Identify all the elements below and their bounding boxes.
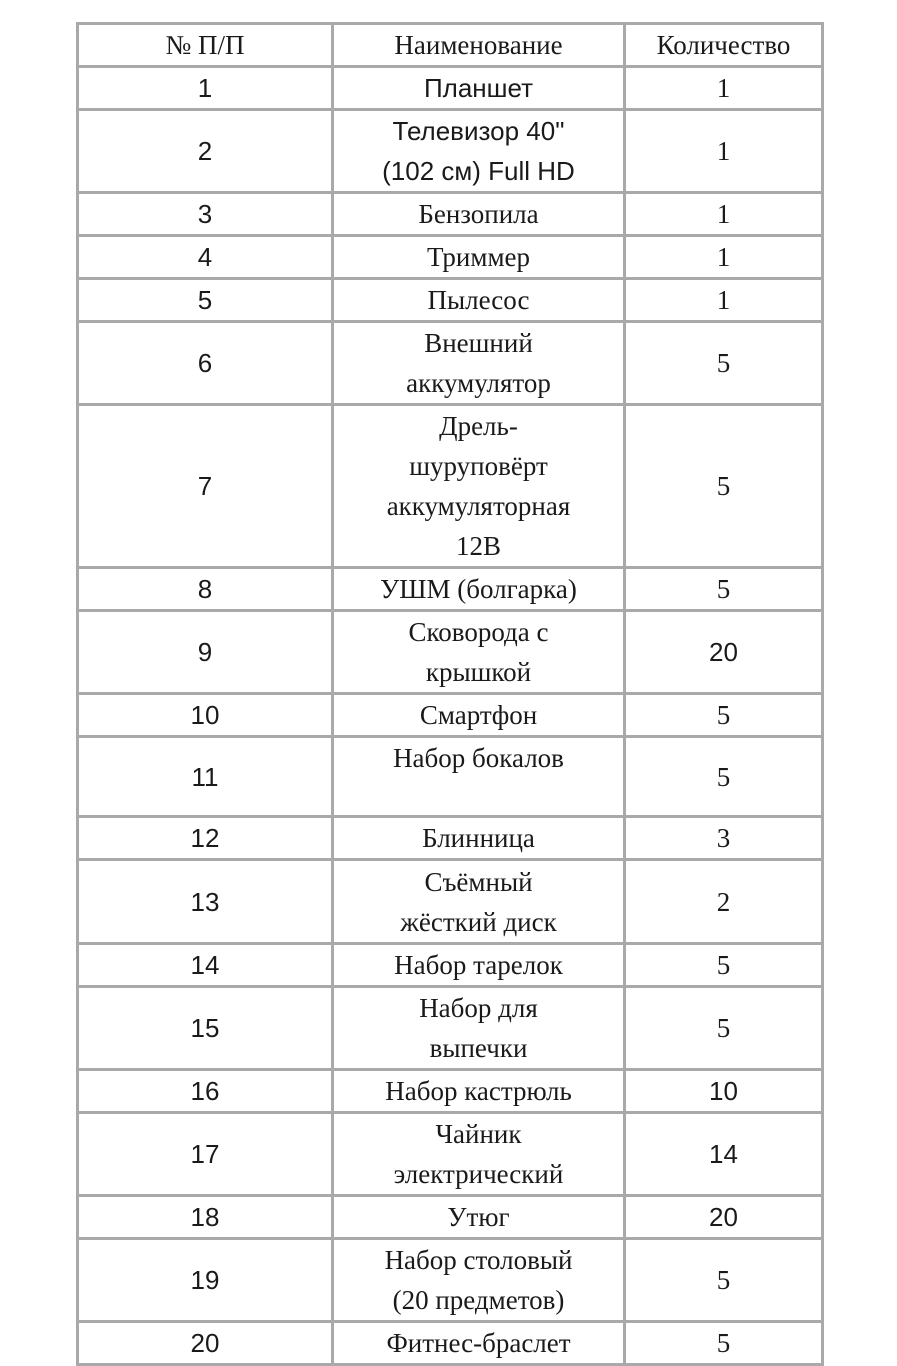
row-num: 10 [78, 694, 333, 737]
row-qty: 1 [625, 236, 823, 279]
row-qty: 5 [625, 737, 823, 817]
row-num: 16 [78, 1070, 333, 1113]
row-qty: 14 [625, 1113, 823, 1196]
row-name: Телевизор 40" (102 см) Full HD [333, 110, 625, 193]
row-name: Дрель- шуруповёрт аккумуляторная 12В [333, 405, 625, 568]
row-qty: 5 [625, 944, 823, 987]
row-name: Набор для выпечки [333, 987, 625, 1070]
row-name: Триммер [333, 236, 625, 279]
row-qty: 3 [625, 817, 823, 860]
row-qty: 20 [625, 1196, 823, 1239]
row-name: Набор кастрюль [333, 1070, 625, 1113]
table-row [78, 67, 823, 110]
row-qty: 20 [625, 611, 823, 694]
table-row [78, 737, 823, 817]
table-row [78, 1196, 823, 1239]
row-name: Сковорода с крышкой [333, 611, 625, 694]
header-name: Наименование [333, 24, 625, 67]
row-name: Набор тарелок [333, 944, 625, 987]
row-name: Бензопила [333, 193, 625, 236]
table-row [78, 405, 823, 568]
table-row [78, 987, 823, 1070]
row-num: 8 [78, 568, 333, 611]
table-row [78, 236, 823, 279]
row-qty: 5 [625, 987, 823, 1070]
row-qty: 10 [625, 1070, 823, 1113]
row-num: 1 [78, 67, 333, 110]
row-name: УШМ (болгарка) [333, 568, 625, 611]
row-num: 19 [78, 1239, 333, 1322]
row-name: Набор столовый (20 предметов) [333, 1239, 625, 1322]
row-num: 17 [78, 1113, 333, 1196]
header-num: № П/П [78, 24, 333, 67]
row-name: Блинница [333, 817, 625, 860]
items-table [76, 22, 824, 1366]
table-row [78, 1322, 823, 1365]
row-name: Чайник электрический [333, 1113, 625, 1196]
row-qty: 5 [625, 1322, 823, 1365]
row-qty: 5 [625, 322, 823, 405]
row-name: Утюг [333, 1196, 625, 1239]
row-num: 9 [78, 611, 333, 694]
table-row [78, 279, 823, 322]
row-num: 15 [78, 987, 333, 1070]
row-num: 5 [78, 279, 333, 322]
table-row [78, 1239, 823, 1322]
row-num: 18 [78, 1196, 333, 1239]
row-num: 7 [78, 405, 333, 568]
row-name: Внешний аккумулятор [333, 322, 625, 405]
row-qty: 5 [625, 694, 823, 737]
row-name: Пылесос [333, 279, 625, 322]
table-row [78, 322, 823, 405]
row-qty: 1 [625, 279, 823, 322]
row-num: 12 [78, 817, 333, 860]
row-name: Съёмный жёсткий диск [333, 860, 625, 944]
row-num: 13 [78, 860, 333, 944]
row-name: Фитнес-браслет [333, 1322, 625, 1365]
row-num: 4 [78, 236, 333, 279]
row-qty: 5 [625, 568, 823, 611]
row-name: Набор бокалов [333, 737, 625, 817]
table-row [78, 817, 823, 860]
table-row [78, 694, 823, 737]
row-num: 20 [78, 1322, 333, 1365]
table-row [78, 110, 823, 193]
row-qty: 2 [625, 860, 823, 944]
row-name: Смартфон [333, 694, 625, 737]
row-qty: 1 [625, 110, 823, 193]
table-row [78, 611, 823, 694]
row-num: 14 [78, 944, 333, 987]
table-row [78, 860, 823, 944]
row-num: 11 [78, 737, 333, 817]
row-qty: 1 [625, 193, 823, 236]
table-row [78, 1113, 823, 1196]
table-row [78, 568, 823, 611]
row-num: 3 [78, 193, 333, 236]
header-row [78, 24, 823, 67]
row-qty: 5 [625, 1239, 823, 1322]
row-name: Планшет [333, 67, 625, 110]
header-qty: Количество [625, 24, 823, 67]
row-qty: 5 [625, 405, 823, 568]
row-qty: 1 [625, 67, 823, 110]
table-row [78, 193, 823, 236]
row-num: 6 [78, 322, 333, 405]
row-num: 2 [78, 110, 333, 193]
table-row [78, 1070, 823, 1113]
table-row [78, 944, 823, 987]
